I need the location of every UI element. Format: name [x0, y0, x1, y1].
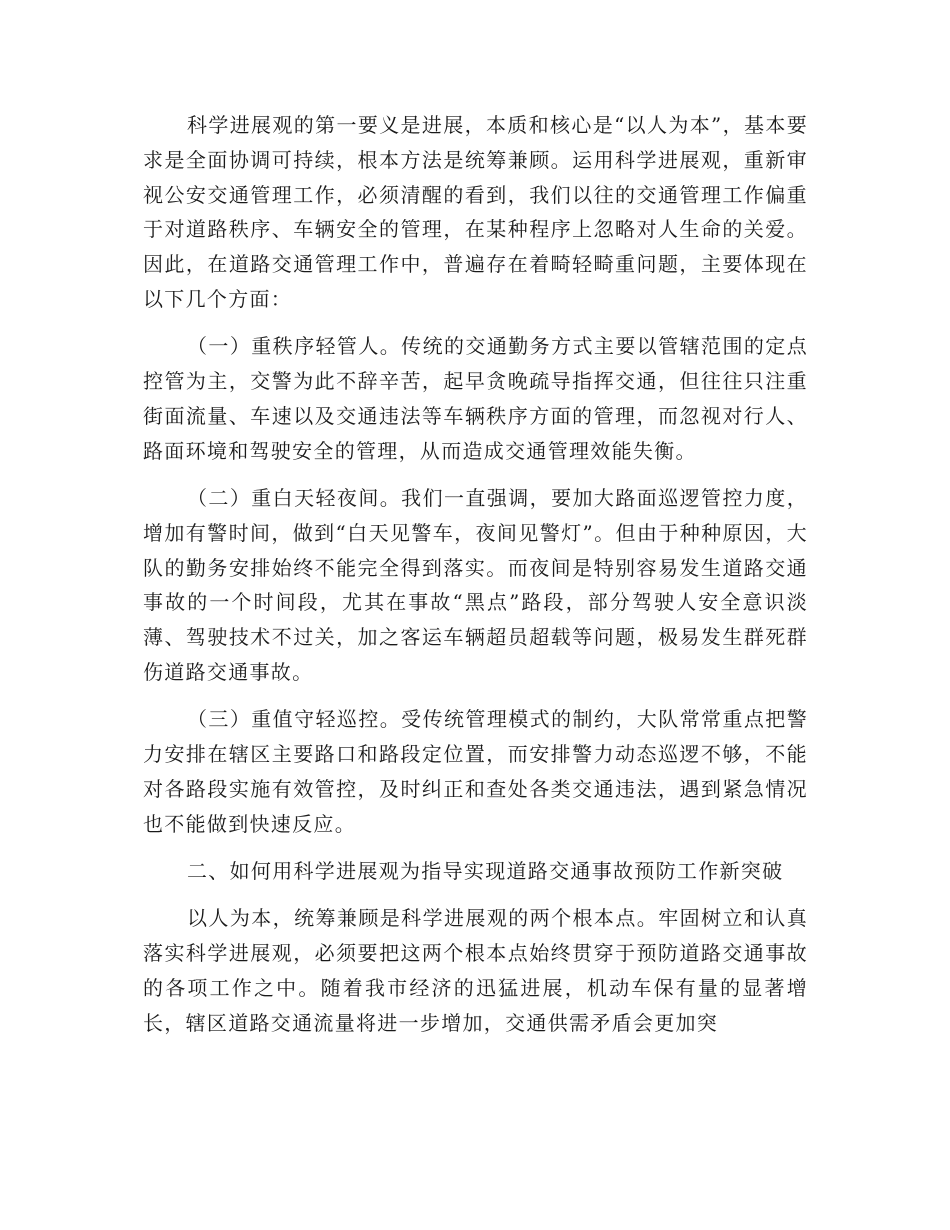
paragraph-section-2-body: 以人为本，统筹兼顾是科学进展观的两个根本点。牢固树立和认真落实科学进展观，必须要把这两个根本点始终贯穿于预防道路交通事故的各项工作之中。随着我市经济的迅猛进展，机动车保有量的显著增长，辖区道路交通流量将进一步增加，交通供需矛盾会更加突: [143, 906, 808, 1035]
paragraph-point-3: （三）重值守轻巡控。受传统管理模式的制约，大队常常重点把警力安排在辖区主要路口和路段定位置，而安排警力动态巡逻不够，不能对各路段实施有效管控，及时纠正和查处各类交通违法，遇到紧急情况也不能做到快速反应。: [143, 707, 808, 836]
document-body: [143, 108, 808, 1040]
section-heading: 二、如何用科学进展观为指导实现道路交通事故预防工作新突破: [187, 858, 784, 883]
paragraph-intro: 科学进展观的第一要义是进展，本质和核心是“以人为本”，基本要求是全面协调可持续，根本方法是统筹兼顾。运用科学进展观，重新审视公安交通管理工作，必须清醒的看到，我们以往的交通管理工作偏重于对道路秩序、车辆安全的管理，在某种程序上忽略对人生命的关爱。因此，在道路交通管理工作中，普遍存在着畸轻畸重问题，主要体现在以下几个方面：: [143, 113, 808, 311]
paragraph-point-2: （二）重白天轻夜间。我们一直强调，要加大路面巡逻管控力度，增加有警时间，做到“白天见警车，夜间见警灯”。但由于种种原因，大队的勤务安排始终不能完全得到落实。而夜间是特别容易发生道路交通事故的一个时间段，尤其在事故“黑点”路段，部分驾驶人安全意识淡薄、驾驶技术不过关，加之客运车辆超员超载等问题，极易发生群死群伤道路交通事故。: [143, 485, 808, 684]
paragraph-point-1: （一）重秩序轻管人。传统的交通勤务方式主要以管辖范围的定点控管为主，交警为此不辞辛苦，起早贪晚疏导指挥交通，但往往只注重街面流量、车速以及交通违法等车辆秩序方面的管理，而忽视对行人、路面环境和驾驶安全的管理，从而造成交通管理效能失衡。: [143, 334, 808, 463]
